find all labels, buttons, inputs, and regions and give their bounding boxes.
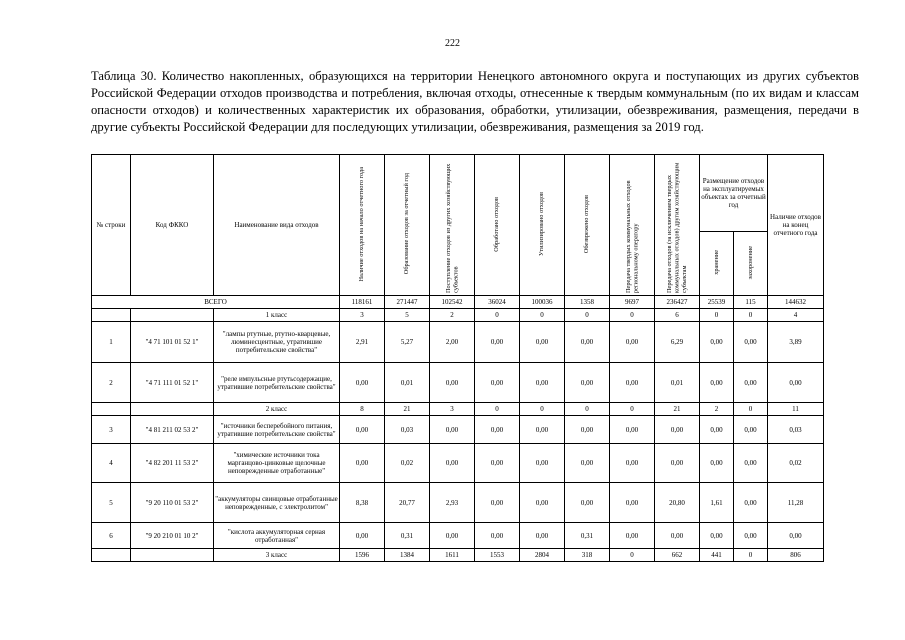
cell-value: 0,00 <box>768 523 824 549</box>
cell-value: 0 <box>610 403 655 416</box>
cell-empty <box>131 403 214 416</box>
waste-table <box>91 154 824 562</box>
header-other-transfer: Передача отходов (за исключением твердых коммунальных отходов) другим хозяйствующим субъектам <box>655 155 700 296</box>
header-code: Код ФККО <box>131 155 214 296</box>
cell-value: 9697 <box>610 296 655 309</box>
cell-value: 3,89 <box>768 322 824 363</box>
waste-name: "аккумуляторы свинцовые отработанные неповрежденные, с электролитом" <box>214 483 340 523</box>
cell-value: 0,00 <box>565 322 610 363</box>
cell-value: 271447 <box>385 296 430 309</box>
cell-value: 0 <box>565 309 610 322</box>
cell-value: 0 <box>734 549 768 562</box>
cell-value: 6 <box>655 309 700 322</box>
fkko-code: "4 81 211 02 53 2" <box>131 416 214 444</box>
cell-value: 2,00 <box>430 322 475 363</box>
waste-name: "лампы ртутные, ртутно-кварцевые, люминесцентные, утратившие потребительские свойства" <box>214 322 340 363</box>
cell-value: 0,00 <box>655 416 700 444</box>
cell-value: 1611 <box>430 549 475 562</box>
cell-value: 441 <box>700 549 734 562</box>
cell-empty <box>92 403 131 416</box>
cell-value: 0,00 <box>475 416 520 444</box>
cell-value: 0,02 <box>385 444 430 483</box>
cell-value: 0,00 <box>475 523 520 549</box>
cell-value: 0 <box>475 309 520 322</box>
header-burial: захоронение <box>734 231 768 295</box>
cell-value: 0,00 <box>565 483 610 523</box>
cell-value: 0 <box>734 403 768 416</box>
cell-value: 2 <box>430 309 475 322</box>
cell-value: 0,00 <box>610 444 655 483</box>
cell-value: 1553 <box>475 549 520 562</box>
header-placement: Размещение отходов на эксплуатируемых объектах за отчетный год <box>700 155 768 232</box>
cell-value: 0,00 <box>430 523 475 549</box>
header-utilized: Утилизировано отходов <box>520 155 565 296</box>
cell-value: 2,91 <box>340 322 385 363</box>
cell-value: 662 <box>655 549 700 562</box>
total-label: ВСЕГО <box>92 296 340 309</box>
cell-value: 21 <box>655 403 700 416</box>
cell-value: 0,00 <box>734 416 768 444</box>
header-row <box>92 155 824 232</box>
cell-value: 0,00 <box>565 416 610 444</box>
fkko-code: "9 20 110 01 53 2" <box>131 483 214 523</box>
row-number: 6 <box>92 523 131 549</box>
cell-value: 0 <box>610 309 655 322</box>
total-row <box>92 296 824 309</box>
cell-value: 0,00 <box>565 363 610 403</box>
cell-value: 0,00 <box>700 523 734 549</box>
cell-value: 0,00 <box>475 483 520 523</box>
cell-value: 2804 <box>520 549 565 562</box>
cell-value: 0,00 <box>520 363 565 403</box>
cell-value: 0 <box>475 403 520 416</box>
cell-value: 100036 <box>520 296 565 309</box>
cell-value: 0,00 <box>700 363 734 403</box>
cell-value: 21 <box>385 403 430 416</box>
class-row <box>92 403 824 416</box>
fkko-code: "4 71 101 01 52 1" <box>131 322 214 363</box>
cell-empty <box>92 549 131 562</box>
cell-value: 0,00 <box>700 416 734 444</box>
waste-name: "реле импульсные ртутьсодержащие, утратившие потребительские свойства" <box>214 363 340 403</box>
waste-name: "химические источники тока марганцово-цинковые щелочные неповрежденные отработанные" <box>214 444 340 483</box>
cell-value: 8,38 <box>340 483 385 523</box>
cell-value: 115 <box>734 296 768 309</box>
cell-value: 0,31 <box>565 523 610 549</box>
cell-value: 6,29 <box>655 322 700 363</box>
cell-empty <box>131 309 214 322</box>
header-start-balance: Наличие отходов на начало отчетного года <box>340 155 385 296</box>
cell-value: 0,31 <box>385 523 430 549</box>
cell-value: 118161 <box>340 296 385 309</box>
cell-value: 0,00 <box>340 363 385 403</box>
cell-value: 0,00 <box>340 444 385 483</box>
cell-value: 20,80 <box>655 483 700 523</box>
cell-value: 0,00 <box>700 444 734 483</box>
cell-value: 0,00 <box>610 363 655 403</box>
class-label: 2 класс <box>214 403 340 416</box>
cell-value: 0,00 <box>565 444 610 483</box>
cell-empty <box>92 309 131 322</box>
cell-value: 0,00 <box>734 483 768 523</box>
cell-value: 0,00 <box>655 444 700 483</box>
cell-value: 0,00 <box>520 483 565 523</box>
cell-value: 0,00 <box>768 363 824 403</box>
cell-value: 2 <box>700 403 734 416</box>
fkko-code: "9 20 210 01 10 2" <box>131 523 214 549</box>
cell-value: 0,00 <box>475 363 520 403</box>
cell-value: 0 <box>700 309 734 322</box>
cell-value: 20,77 <box>385 483 430 523</box>
waste-name: "источники бесперебойного питания, утратившие потребительские свойства" <box>214 416 340 444</box>
cell-value: 25539 <box>700 296 734 309</box>
cell-value: 11 <box>768 403 824 416</box>
row-number: 4 <box>92 444 131 483</box>
cell-value: 0,00 <box>430 363 475 403</box>
cell-value: 0,00 <box>520 322 565 363</box>
fkko-code: "4 82 201 11 53 2" <box>131 444 214 483</box>
cell-value: 0,00 <box>610 483 655 523</box>
cell-value: 0 <box>734 309 768 322</box>
cell-value: 0,00 <box>734 322 768 363</box>
cell-value: 0,00 <box>475 444 520 483</box>
cell-value: 144632 <box>768 296 824 309</box>
cell-value: 8 <box>340 403 385 416</box>
table-row <box>92 444 824 483</box>
cell-value: 3 <box>430 403 475 416</box>
cell-value: 11,28 <box>768 483 824 523</box>
table-caption: Таблица 30. Количество накопленных, образующихся на территории Ненецкого автономного округа и поступающих из других субъектов Российской Федерации отходов производства и потребления, включая отходы, отнесенные к твердым коммунальным (по их видам и классам опасности отходов) и количественных характеристик их образования, обработки, утилизации, обезвреживания, размещения, передачи в другие субъекты Российской Федерации для последующих утилизации, обезвреживания, размещения за 2019 год. <box>91 69 859 134</box>
cell-value: 36024 <box>475 296 520 309</box>
cell-value: 0 <box>520 403 565 416</box>
header-end-balance: Наличие отходов на конец отчетного года <box>768 155 824 296</box>
cell-value: 0,00 <box>700 322 734 363</box>
table-row <box>92 483 824 523</box>
cell-value: 0,00 <box>520 444 565 483</box>
header-neutralized: Обезврежено отходов <box>565 155 610 296</box>
cell-value: 318 <box>565 549 610 562</box>
cell-value: 0,00 <box>610 322 655 363</box>
cell-value: 0,00 <box>430 416 475 444</box>
cell-value: 1384 <box>385 549 430 562</box>
row-number: 1 <box>92 322 131 363</box>
cell-value: 2,93 <box>430 483 475 523</box>
cell-value: 0 <box>610 549 655 562</box>
class-row <box>92 549 824 562</box>
cell-value: 0,00 <box>520 523 565 549</box>
cell-value: 4 <box>768 309 824 322</box>
class-row <box>92 309 824 322</box>
header-processed: Обработано отходов <box>475 155 520 296</box>
cell-value: 0 <box>520 309 565 322</box>
cell-value: 1,61 <box>700 483 734 523</box>
cell-value: 0,01 <box>385 363 430 403</box>
cell-value: 236427 <box>655 296 700 309</box>
cell-value: 0,00 <box>655 523 700 549</box>
table-row <box>92 416 824 444</box>
cell-value: 806 <box>768 549 824 562</box>
cell-value: 0,00 <box>475 322 520 363</box>
fkko-code: "4 71 111 01 52 1" <box>131 363 214 403</box>
cell-value: 0,00 <box>610 523 655 549</box>
cell-value: 0,00 <box>734 523 768 549</box>
header-name: Наименование вида отходов <box>214 155 340 296</box>
waste-name: "кислота аккумуляторная серная отработанная" <box>214 523 340 549</box>
cell-value: 5 <box>385 309 430 322</box>
cell-value: 0,01 <box>655 363 700 403</box>
cell-value: 0 <box>565 403 610 416</box>
cell-value: 0,00 <box>610 416 655 444</box>
header-msw-transfer: Передача твердых коммунальных отходов региональному оператору <box>610 155 655 296</box>
page-number: 222 <box>445 38 460 49</box>
header-storage: хранение <box>700 231 734 295</box>
cell-value: 3 <box>340 309 385 322</box>
cell-value: 0,00 <box>340 416 385 444</box>
table-row <box>92 322 824 363</box>
class-label: 3 класс <box>214 549 340 562</box>
cell-value: 0,00 <box>734 444 768 483</box>
cell-value: 5,27 <box>385 322 430 363</box>
table-row <box>92 363 824 403</box>
cell-value: 1358 <box>565 296 610 309</box>
cell-value: 0,00 <box>734 363 768 403</box>
header-generated: Образование отходов за отчетный год <box>385 155 430 296</box>
table-row <box>92 523 824 549</box>
cell-value: 0,03 <box>768 416 824 444</box>
header-num: № строки <box>92 155 131 296</box>
cell-value: 0,02 <box>768 444 824 483</box>
cell-value: 0,03 <box>385 416 430 444</box>
header-received: Поступление отходов из других хозяйствующих субъектов <box>430 155 475 296</box>
cell-value: 0,00 <box>430 444 475 483</box>
row-number: 5 <box>92 483 131 523</box>
cell-value: 102542 <box>430 296 475 309</box>
cell-empty <box>131 549 214 562</box>
cell-value: 1596 <box>340 549 385 562</box>
row-number: 3 <box>92 416 131 444</box>
cell-value: 0,00 <box>520 416 565 444</box>
class-label: 1 класс <box>214 309 340 322</box>
cell-value: 0,00 <box>340 523 385 549</box>
row-number: 2 <box>92 363 131 403</box>
